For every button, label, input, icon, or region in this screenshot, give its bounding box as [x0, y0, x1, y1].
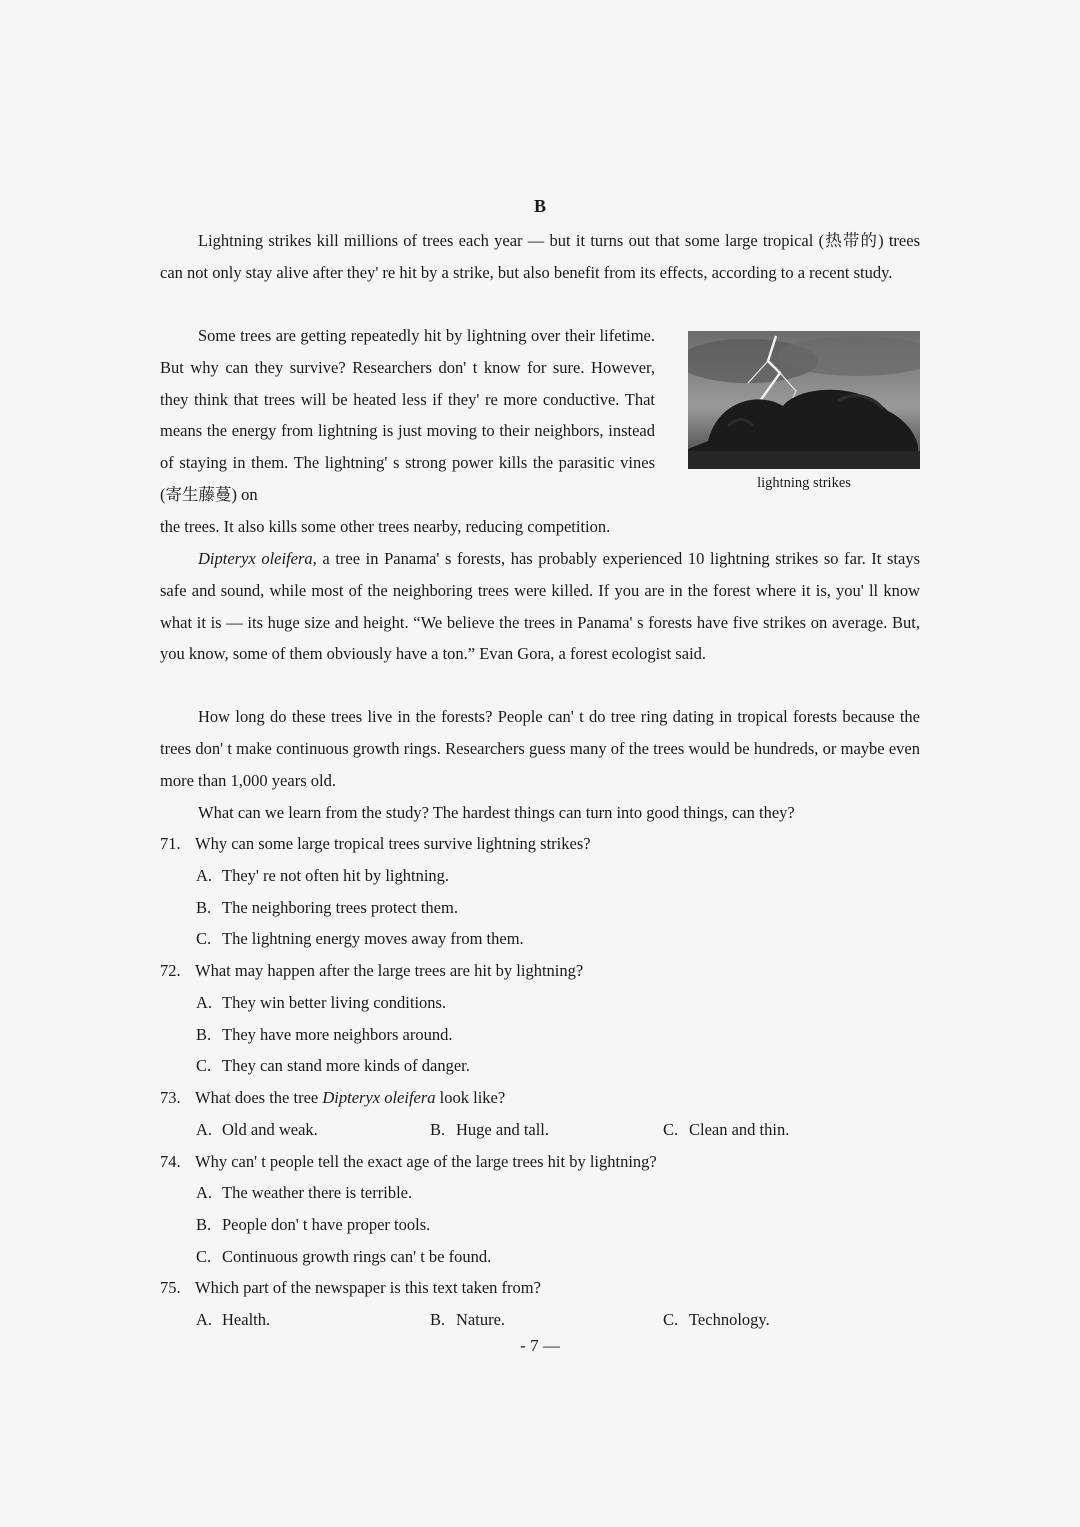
passage-paragraph-1	[160, 225, 920, 289]
question-75	[160, 1272, 920, 1304]
option-75-a[interactable]	[196, 1304, 270, 1336]
question-72	[160, 955, 920, 987]
option-74-a[interactable]	[196, 1177, 412, 1209]
option-text: They' re not often hit by lightning.	[222, 866, 450, 885]
paragraph-text: Lightning strikes kill millions of trees each year — but it turns out that some large tropical (热带的) trees can not only stay alive after they' re hit by a strike, but also benefit from its effects, according to a recent study.	[160, 231, 920, 282]
option-71-b[interactable]	[196, 892, 458, 924]
figure-caption: lightning strikes	[757, 475, 851, 491]
option-72-c[interactable]	[196, 1050, 470, 1082]
option-label: A.	[196, 866, 213, 885]
option-text: They win better living conditions.	[222, 993, 447, 1012]
page-number: - 7 —	[520, 1336, 560, 1355]
option-label: C.	[196, 1247, 212, 1266]
option-71-a[interactable]	[196, 860, 449, 892]
option-74-b[interactable]	[196, 1209, 430, 1241]
option-text: People don' t have proper tools.	[222, 1215, 431, 1234]
option-label: A.	[196, 1310, 213, 1329]
option-text: The neighboring trees protect them.	[222, 898, 458, 917]
option-75-b[interactable]	[430, 1304, 505, 1336]
passage-paragraph-2	[160, 320, 655, 511]
option-label: B.	[196, 898, 212, 917]
option-label: B.	[196, 1215, 212, 1234]
question-number: 74.	[160, 1152, 181, 1171]
option-label: C.	[196, 929, 212, 948]
option-text: Old and weak.	[222, 1120, 318, 1139]
option-label: C.	[663, 1310, 679, 1329]
option-74-c[interactable]	[196, 1241, 491, 1273]
option-text: The weather there is terrible.	[222, 1183, 413, 1202]
option-text: Huge and tall.	[456, 1120, 550, 1139]
species-name: Dipteryx oleifera	[322, 1088, 436, 1107]
question-73	[160, 1082, 920, 1114]
option-73-b[interactable]	[430, 1114, 549, 1146]
option-label: C.	[196, 1056, 212, 1075]
question-74	[160, 1146, 920, 1178]
paragraph-text: , a tree in Panama' s forests, has probably experienced 10 lightning strikes so far. It stays safe and sound, while most of the neighboring trees were killed. If you are in the forest where it is, you' ll know what it is — its huge size and height. “We believe the trees in Panama' s forests have five strikes on average. But, you know, some of them obviously have a ton.” Evan Gora, a forest ecologist said.	[160, 549, 921, 664]
question-71	[160, 828, 920, 860]
species-name: Dipteryx oleifera	[198, 549, 313, 568]
question-text: Why can some large tropical trees survive lightning strikes?	[195, 834, 591, 853]
option-text: Technology.	[689, 1310, 770, 1329]
lightning-photo	[688, 331, 920, 469]
option-text: Health.	[222, 1310, 271, 1329]
option-text: They can stand more kinds of danger.	[222, 1056, 470, 1075]
option-label: B.	[430, 1310, 446, 1329]
question-text: What does the tree	[195, 1088, 323, 1107]
option-label: B.	[196, 1025, 212, 1044]
question-number: 72.	[160, 961, 181, 980]
section-heading: B	[533, 196, 546, 216]
option-72-a[interactable]	[196, 987, 446, 1019]
option-71-c[interactable]	[196, 923, 524, 955]
option-text: Continuous growth rings can' t be found.	[222, 1247, 492, 1266]
paragraph-text: the trees. It also kills some other trees nearby, reducing competition.	[160, 517, 611, 536]
option-75-c[interactable]	[663, 1304, 770, 1336]
paragraph-text: What can we learn from the study? The hardest things can turn into good things, can they?	[198, 803, 795, 822]
option-label: C.	[663, 1120, 679, 1139]
question-number: 71.	[160, 834, 181, 853]
option-label: B.	[430, 1120, 446, 1139]
option-text: Nature.	[456, 1310, 506, 1329]
question-text: What may happen after the large trees are hit by lightning?	[195, 961, 584, 980]
question-text: Why can' t people tell the exact age of the large trees hit by lightning?	[195, 1152, 657, 1171]
lightning-photo-figure	[688, 331, 920, 492]
passage-paragraph-2-end	[160, 511, 920, 543]
paragraph-text: Some trees are getting repeatedly hit by lightning over their lifetime. But why can they survive? Researchers don' t know for sure. However, they think that trees will be heated less if they' re more conductive. That means the energy from lightning is just moving to their neighbors, instead of staying in them. The lightning' s strong power kills the parasitic vines (寄生藤蔓) on	[160, 326, 655, 504]
option-73-c[interactable]	[663, 1114, 789, 1146]
option-72-b[interactable]	[196, 1019, 452, 1051]
passage-paragraph-5	[160, 797, 920, 829]
question-text: look like?	[435, 1088, 506, 1107]
option-text: They have more neighbors around.	[222, 1025, 453, 1044]
option-label: A.	[196, 1183, 213, 1202]
option-text: Clean and thin.	[689, 1120, 790, 1139]
passage-paragraph-4	[160, 701, 920, 796]
question-number: 75.	[160, 1278, 181, 1297]
question-number: 73.	[160, 1088, 181, 1107]
option-73-a[interactable]	[196, 1114, 318, 1146]
option-label: A.	[196, 1120, 213, 1139]
question-text: Which part of the newspaper is this text taken from?	[195, 1278, 541, 1297]
passage-paragraph-3	[160, 543, 920, 670]
paragraph-text: How long do these trees live in the forests? People can' t do tree ring dating in tropical forests because the trees don' t make continuous growth rings. Researchers guess many of the trees would be hundreds, or maybe even more than 1,000 years old.	[160, 707, 920, 790]
option-text: The lightning energy moves away from them.	[222, 929, 524, 948]
option-label: A.	[196, 993, 213, 1012]
